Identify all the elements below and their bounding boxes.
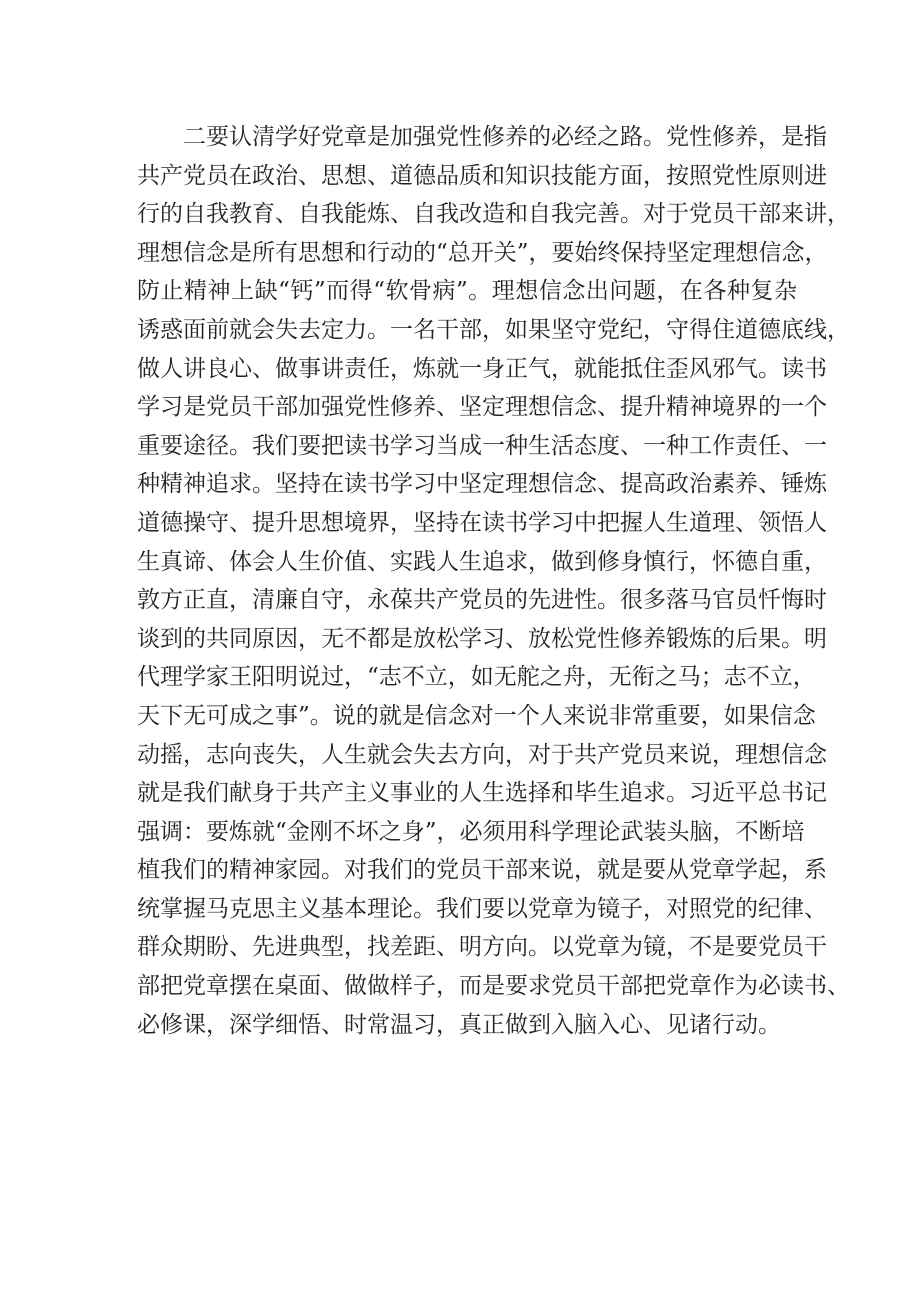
paragraph-line: 强调：要炼就“金刚不坏之身”，必须用科学理论武装头脑，不断培 [137, 818, 805, 845]
paragraph-line-last: 必修课，深学细悟、时常温习，真正做到入脑入心、见诸行动。 [137, 1011, 781, 1038]
paragraph-line: 就是我们献身于共产主义事业的人生选择和毕生追求。习近平总书记 [137, 780, 827, 807]
paragraph-line: 理想信念是所有思想和行动的“总开关”，要始终保持坚定理想信念， [137, 239, 828, 266]
paragraph-line: 动摇，志向丧失，人生就会失去方向，对于共产党员来说，理想信念 [137, 741, 827, 768]
paragraph-line: 部把党章摆在桌面、做做样子，而是要求党员干部把党章作为必读书、 [137, 973, 850, 1000]
paragraph-line: 做人讲良心、做事讲责任，炼就一身正气，就能抵住歪风邪气。读书 [137, 355, 827, 382]
paragraph-line: 植我们的精神家园。对我们的党员干部来说，就是要从党章学起，系 [137, 857, 827, 884]
paragraph-line: 生真谛、体会人生价值、实践人生追求，做到修身慎行，怀德自重， [137, 548, 827, 575]
paragraph-line: 共产党员在政治、思想、道德品质和知识技能方面，按照党性原则进 [137, 162, 827, 189]
paragraph-line: 道德操守、提升思想境界，坚持在读书学习中把握人生道理、领悟人 [137, 509, 827, 536]
paragraph-line: 行的自我教育、自我能炼、自我改造和自我完善。对于党员干部来讲， [137, 201, 850, 228]
paragraph-line: 统掌握马克思主义基本理论。我们要以党章为镜子，对照党的纪律、 [137, 895, 827, 922]
paragraph-line: 谈到的共同原因，无不都是放松学习、放松党性修养锻炼的后果。明 [137, 625, 827, 652]
paragraph-line: 防止精神上缺“钙”而得“软骨病”。理想信念出问题，在各种复杂 [137, 278, 797, 305]
paragraph-line: 代理学家王阳明说过，“志不立，如无舵之舟，无衔之马；志不立， [137, 664, 816, 691]
paragraph-line: 种精神追求。坚持在读书学习中坚定理想信念、提高政治素养、锤炼 [137, 471, 827, 498]
document-paragraph [137, 118, 850, 1044]
paragraph-line: 诱惑面前就会失去定力。一名干部，如果坚守党纪，守得住道德底线， [137, 316, 850, 343]
paragraph-line: 重要途径。我们要把读书学习当成一种生活态度、一种工作责任、一 [137, 432, 827, 459]
paragraph-line: 学习是党员干部加强党性修养、坚定理想信念、提升精神境界的一个 [137, 394, 827, 421]
paragraph-line: 二要认清学好党章是加强党性修养的必经之路。党性修养，是指 [183, 124, 827, 150]
paragraph-line: 群众期盼、先进典型，找差距、明方向。以党章为镜，不是要党员干 [137, 934, 827, 961]
paragraph-line: 天下无可成之事”。说的就是信念对一个人来说非常重要，如果信念 [137, 702, 816, 729]
paragraph-line: 敦方正直，清廉自守，永葆共产党员的先进性。很多落马官员忏悔时 [137, 587, 827, 614]
